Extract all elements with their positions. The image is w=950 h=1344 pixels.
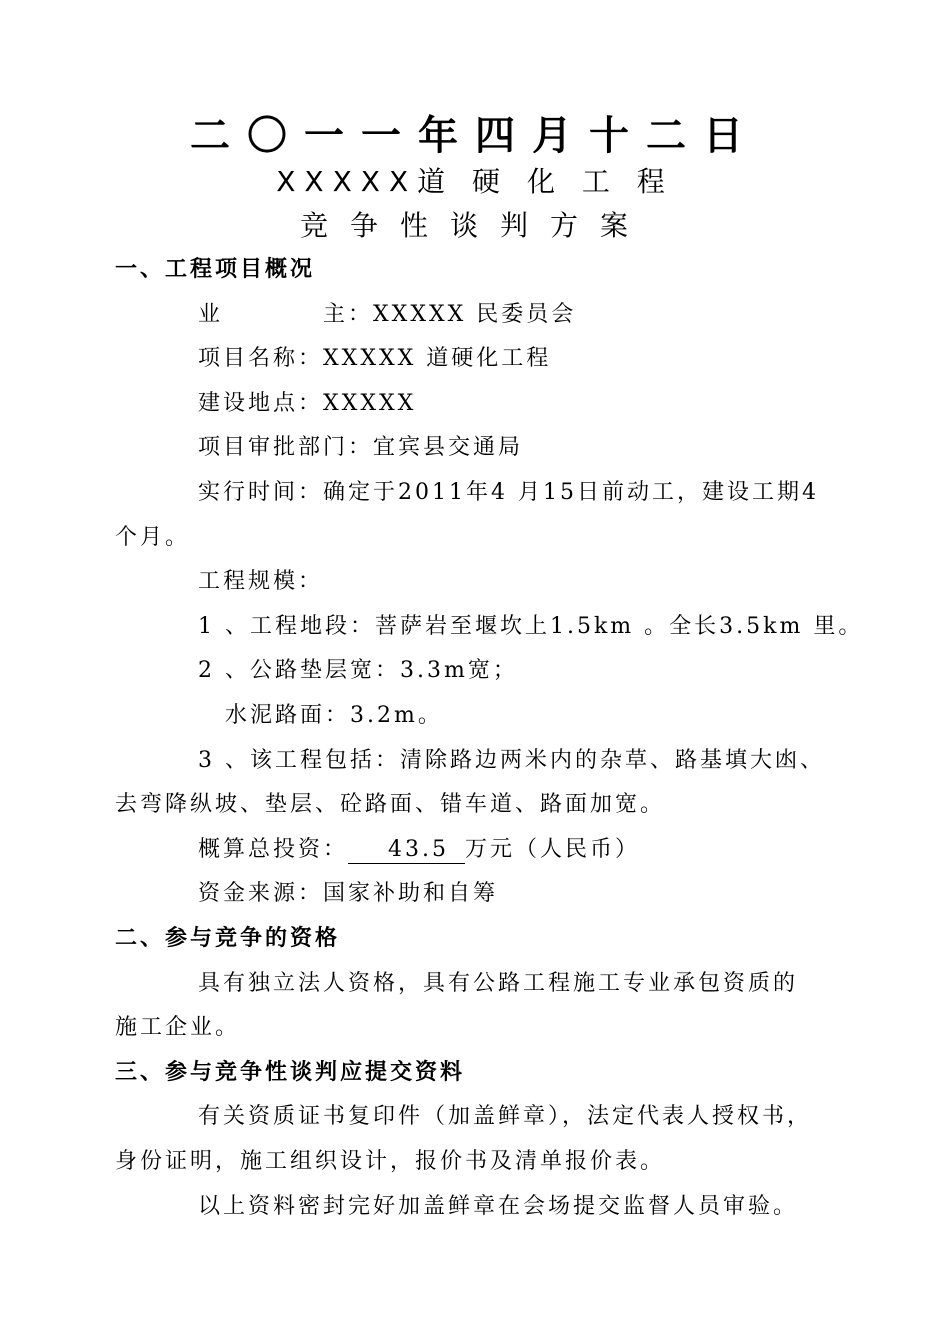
investment-unit: 万元（人民币） [465,837,641,862]
submission-text: 以上资料密封完好加盖鲜章在会场提交监督人员审验。 [198,1194,799,1219]
scale-item-1: 1 、工程地段：菩萨岩至堰坎上1.5km 。全长3.5km 里。 [198,614,864,639]
qualification-text-cont: 施工企业。 [115,1015,241,1040]
schedule-line: 实行时间：确定于2011年4 月15日前动工，建设工期4 [198,480,819,505]
funding-line: 资金来源：国家补助和自筹 [198,881,499,906]
project-title: XXXXX道 硬 化 工 程 [276,165,674,198]
document-title: 竞争性谈判方案 [299,209,650,242]
investment-label: 概算总投资： [198,837,349,862]
scale-item-2: 2 、公路垫层宽：3.3m宽； [198,658,518,683]
scale-item-2b: 水泥路面：3.2m。 [225,703,443,728]
section-heading-2: 二、参与竞争的资格 [115,926,341,951]
scale-item-3: 3 、该工程包括：清除路边两米内的杂草、路基填大凼、 [198,748,825,773]
investment-value: 43.5 [348,837,465,864]
section-heading-3: 三、参与竞争性谈判应提交资料 [115,1060,466,1085]
location-line: 建设地点：XXXXX [198,391,417,416]
investment-line [198,834,640,866]
section-heading-1: 一、工程项目概况 [115,257,316,282]
schedule-line-cont: 个月。 [115,525,191,550]
materials-text: 有关资质证书复印件（加盖鲜章），法定代表人授权书， [198,1104,813,1129]
owner-line: 业 主：XXXXX 民委员会 [198,302,577,327]
qualification-text: 具有独立法人资格，具有公路工程施工专业承包资质的 [198,971,799,996]
project-name-line: 项目名称：XXXXX 道硬化工程 [198,346,552,371]
materials-text-cont: 身份证明，施工组织设计，报价书及清单报价表。 [115,1149,666,1174]
approval-dept-line: 项目审批部门：宜宾县交通局 [198,435,524,460]
document-date: 二〇一一年四月十二日 [190,113,760,159]
scale-item-3-cont: 去弯降纵坡、垫层、砼路面、错车道、路面加宽。 [115,792,666,817]
scale-label: 工程规模： [198,569,324,594]
